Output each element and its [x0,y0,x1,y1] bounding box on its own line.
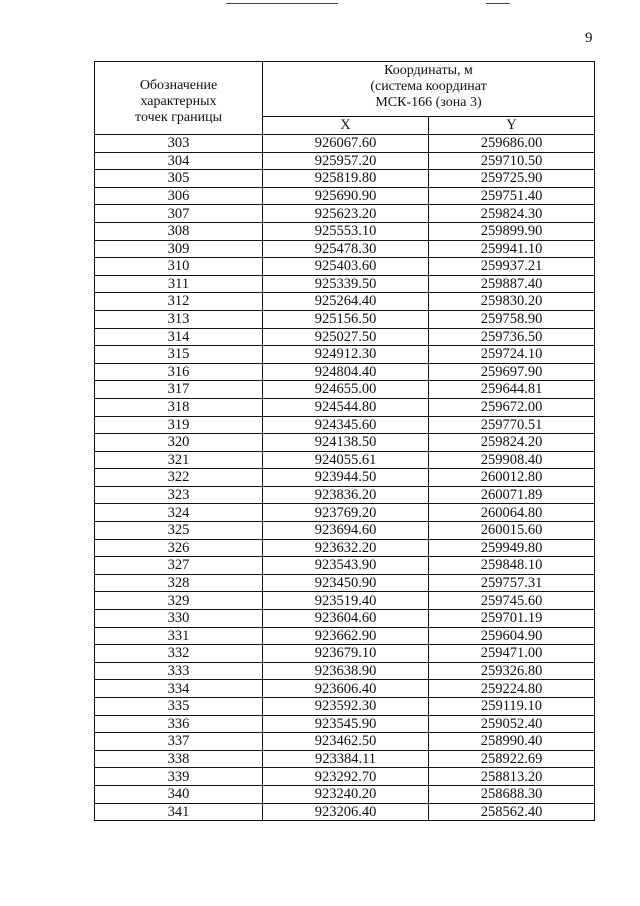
x-coordinate-cell: 923206.40 [263,803,429,821]
x-coordinate-cell: 923769.20 [263,504,429,522]
table-row [95,557,595,575]
point-number-cell: 330 [95,610,263,628]
point-number-cell: 325 [95,522,263,540]
y-coordinate-cell: 259824.30 [429,205,595,223]
table-row [95,486,595,504]
x-coordinate-cell: 925403.60 [263,258,429,276]
y-coordinate-cell: 260012.80 [429,469,595,487]
point-number-cell: 315 [95,346,263,364]
point-number-cell: 305 [95,170,263,188]
table-row [95,363,595,381]
x-coordinate-cell: 923694.60 [263,522,429,540]
y-coordinate-cell: 259949.80 [429,539,595,557]
y-coordinate-cell: 258688.30 [429,785,595,803]
point-number-cell: 310 [95,258,263,276]
y-coordinate-cell: 259758.90 [429,310,595,328]
x-coordinate-cell: 923292.70 [263,768,429,786]
point-number-cell: 332 [95,645,263,663]
y-coordinate-cell: 259745.60 [429,592,595,610]
y-coordinate-cell: 259736.50 [429,328,595,346]
y-coordinate-cell: 259701.19 [429,610,595,628]
y-coordinate-cell: 259757.31 [429,574,595,592]
x-coordinate-cell: 925156.50 [263,310,429,328]
top-rule-left [226,3,338,4]
x-coordinate-cell: 923638.90 [263,662,429,680]
table-row [95,627,595,645]
x-coordinate-cell: 923944.50 [263,469,429,487]
point-number-cell: 327 [95,557,263,575]
x-coordinate-cell: 925264.40 [263,293,429,311]
table-row [95,434,595,452]
point-number-cell: 304 [95,152,263,170]
x-coordinate-cell: 924138.50 [263,434,429,452]
x-coordinate-cell: 924804.40 [263,363,429,381]
table-row [95,539,595,557]
y-coordinate-cell: 259724.10 [429,346,595,364]
point-number-cell: 326 [95,539,263,557]
x-coordinate-cell: 923450.90 [263,574,429,592]
x-coordinate-cell: 923240.20 [263,785,429,803]
point-number-cell: 336 [95,715,263,733]
y-coordinate-cell: 260015.60 [429,522,595,540]
table-row [95,680,595,698]
point-number-cell: 317 [95,381,263,399]
x-coordinate-cell: 925478.30 [263,240,429,258]
table-row [95,381,595,399]
point-number-cell: 311 [95,275,263,293]
y-coordinate-cell: 259899.90 [429,222,595,240]
point-number-cell: 309 [95,240,263,258]
x-coordinate-cell: 923604.60 [263,610,429,628]
point-number-cell: 323 [95,486,263,504]
table-row [95,275,595,293]
x-coordinate-cell: 925819.80 [263,170,429,188]
table-row [95,574,595,592]
table-row [95,610,595,628]
x-coordinate-cell: 923679.10 [263,645,429,663]
x-coordinate-cell: 923545.90 [263,715,429,733]
point-number-cell: 316 [95,363,263,381]
point-number-cell: 340 [95,785,263,803]
point-header-line: точек границы [135,110,222,125]
y-coordinate-cell: 260071.89 [429,486,595,504]
x-coordinate-cell: 923836.20 [263,486,429,504]
table-row [95,645,595,663]
y-coordinate-cell: 259725.90 [429,170,595,188]
y-coordinate-cell: 259710.50 [429,152,595,170]
y-coordinate-cell: 259644.81 [429,381,595,399]
y-column-header: Y [429,117,595,135]
point-number-cell: 320 [95,434,263,452]
table-row [95,698,595,716]
y-coordinate-cell: 259604.90 [429,627,595,645]
y-coordinate-cell: 258562.40 [429,803,595,821]
table-row [95,240,595,258]
y-coordinate-cell: 259052.40 [429,715,595,733]
x-coordinate-cell: 925623.20 [263,205,429,223]
point-number-cell: 321 [95,451,263,469]
table-row [95,135,595,153]
top-rule-right [486,3,510,4]
table-row [95,187,595,205]
point-number-cell: 313 [95,310,263,328]
coordinates-header [263,62,595,117]
x-coordinate-cell: 925957.20 [263,152,429,170]
point-number-cell: 331 [95,627,263,645]
x-coordinate-cell: 925339.50 [263,275,429,293]
x-coordinate-cell: 924655.00 [263,381,429,399]
point-number-cell: 338 [95,750,263,768]
y-coordinate-cell: 259848.10 [429,557,595,575]
y-coordinate-cell: 259751.40 [429,187,595,205]
y-coordinate-cell: 259326.80 [429,662,595,680]
table-row [95,750,595,768]
table-body [95,135,595,821]
x-coordinate-cell: 923592.30 [263,698,429,716]
point-designation-header [95,62,263,135]
table-row [95,451,595,469]
y-coordinate-cell: 259830.20 [429,293,595,311]
y-coordinate-cell: 258813.20 [429,768,595,786]
x-coordinate-cell: 923662.90 [263,627,429,645]
table-row [95,170,595,188]
y-coordinate-cell: 259471.00 [429,645,595,663]
y-coordinate-cell: 259224.80 [429,680,595,698]
point-number-cell: 333 [95,662,263,680]
table-row [95,258,595,276]
table-row [95,152,595,170]
table-row [95,222,595,240]
y-coordinate-cell: 258990.40 [429,733,595,751]
table-row [95,310,595,328]
table-row [95,733,595,751]
y-coordinate-cell: 259887.40 [429,275,595,293]
point-number-cell: 307 [95,205,263,223]
table-row [95,592,595,610]
y-coordinate-cell: 259770.51 [429,416,595,434]
x-coordinate-cell: 924544.80 [263,398,429,416]
y-coordinate-cell: 259697.90 [429,363,595,381]
x-coordinate-cell: 923632.20 [263,539,429,557]
point-number-cell: 318 [95,398,263,416]
table-row [95,328,595,346]
table-row [95,785,595,803]
table-row [95,205,595,223]
table-row [95,768,595,786]
y-coordinate-cell: 259941.10 [429,240,595,258]
y-coordinate-cell: 259119.10 [429,698,595,716]
x-coordinate-cell: 926067.60 [263,135,429,153]
point-number-cell: 322 [95,469,263,487]
x-coordinate-cell: 925027.50 [263,328,429,346]
x-coordinate-cell: 923462.50 [263,733,429,751]
x-coordinate-cell: 923384.11 [263,750,429,768]
point-number-cell: 312 [95,293,263,311]
table-row [95,346,595,364]
point-number-cell: 306 [95,187,263,205]
table-row [95,398,595,416]
point-number-cell: 324 [95,504,263,522]
x-coordinate-cell: 923606.40 [263,680,429,698]
table-row [95,416,595,434]
point-number-cell: 335 [95,698,263,716]
coords-header-line: Координаты, м [384,63,473,78]
point-number-cell: 329 [95,592,263,610]
x-coordinate-cell: 925553.10 [263,222,429,240]
x-coordinate-cell: 923543.90 [263,557,429,575]
point-number-cell: 339 [95,768,263,786]
y-coordinate-cell: 259824.20 [429,434,595,452]
point-number-cell: 314 [95,328,263,346]
page-number: 9 [585,30,593,46]
point-number-cell: 303 [95,135,263,153]
point-number-cell: 328 [95,574,263,592]
y-coordinate-cell: 259937.21 [429,258,595,276]
coords-header-line: МСК-166 (зона 3) [375,95,482,110]
table-row [95,469,595,487]
y-coordinate-cell: 260064.80 [429,504,595,522]
x-coordinate-cell: 923519.40 [263,592,429,610]
point-number-cell: 337 [95,733,263,751]
table-row [95,293,595,311]
point-number-cell: 319 [95,416,263,434]
x-coordinate-cell: 924345.60 [263,416,429,434]
table-row [95,803,595,821]
y-coordinate-cell: 259908.40 [429,451,595,469]
point-number-cell: 334 [95,680,263,698]
y-coordinate-cell: 259672.00 [429,398,595,416]
table-header-row [95,62,595,117]
coords-header-line: (система координат [370,79,487,94]
coordinates-table [94,61,595,821]
point-header-line: характерных [140,94,217,109]
x-coordinate-cell: 924912.30 [263,346,429,364]
x-coordinate-cell: 925690.90 [263,187,429,205]
point-header-line: Обозначение [139,78,218,93]
point-number-cell: 341 [95,803,263,821]
table-row [95,715,595,733]
x-coordinate-cell: 924055.61 [263,451,429,469]
y-coordinate-cell: 258922.69 [429,750,595,768]
table-row [95,522,595,540]
x-column-header: X [263,117,429,135]
table-row [95,504,595,522]
y-coordinate-cell: 259686.00 [429,135,595,153]
point-number-cell: 308 [95,222,263,240]
table-row [95,662,595,680]
